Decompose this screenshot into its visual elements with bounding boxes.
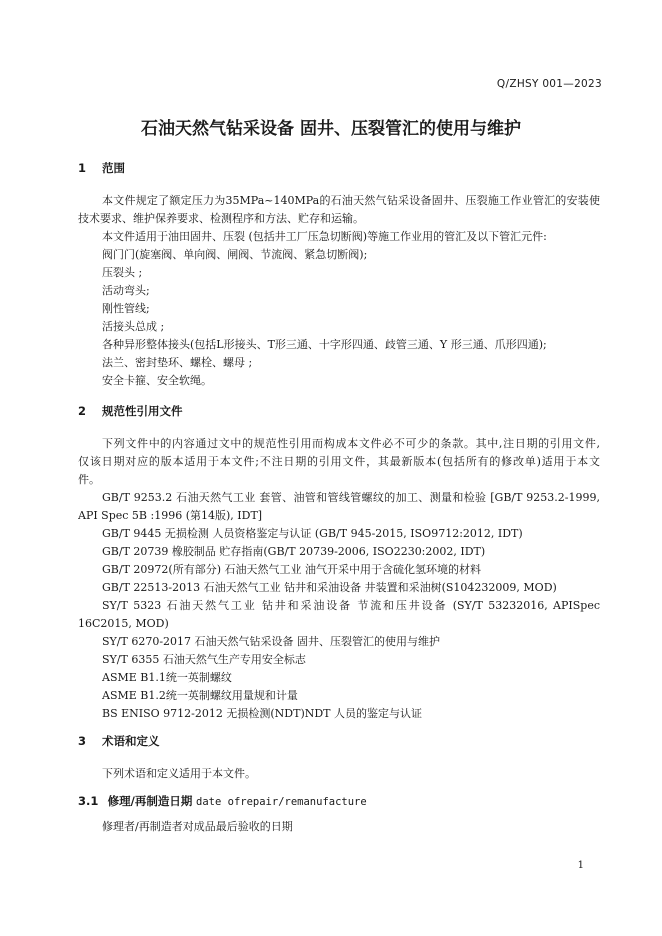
section-2-body — [78, 435, 600, 723]
section-3-heading — [78, 733, 160, 749]
paragraph-line: 下列文件中的内容通过文中的规范性引用而构成本文件必不可少的条款。其中,注日期的引用文件, — [102, 437, 600, 450]
paragraph-line: 技术要求、维护保养要求、检测程序和方法、贮存和运输。 — [78, 212, 364, 225]
reference-item: SY/T 6355 石油天然气生产专用安全标志 — [102, 653, 306, 666]
reference-item: GB/T 20972(所有部分) 石油天然气工业 油气开采中用于含硫化氢环境的材料 — [102, 563, 481, 576]
reference-item: GB/T 9445 无损检测 人员资格鉴定与认证 (GB/T 945-2015, ISO9712:2012, IDT) — [102, 527, 523, 540]
subsection-3-1-body — [78, 818, 600, 836]
reference-item: GB/T 9253.2 石油天然气工业 套管、油管和管线管螺纹的加工、测量和检验 [GB/T 9253.2-1999, — [102, 491, 600, 504]
section-1-body — [78, 192, 600, 390]
section-title: 术语和定义 — [102, 734, 160, 748]
section-2-heading — [78, 403, 183, 419]
section-number: 1 — [78, 161, 87, 175]
section-title: 范围 — [102, 161, 126, 175]
reference-item: ASME B1.1统一英制螺纹 — [102, 671, 232, 684]
list-item: 各种异形整体接头(包括L形接头、T形三通、十字形四通、歧管三通、Y 形三通、爪形四通); — [102, 338, 547, 351]
term-zh: 修理/再制造日期 — [107, 794, 193, 808]
list-item: 活动弯头; — [102, 284, 150, 297]
document-code: Q/ZHSY 001—2023 — [496, 78, 602, 90]
section-number: 2 — [78, 404, 87, 418]
paragraph-line: 下列术语和定义适用于本文件。 — [102, 767, 256, 780]
subsection-3-1-heading — [78, 793, 367, 809]
reference-item-continued: API Spec 5B :1996 (第14版), IDT] — [78, 509, 263, 522]
paragraph-line: 本文件适用于油田固井、压裂 (包括井工厂压急切断阀)等施工作业用的管汇及以下管汇元件: — [102, 230, 547, 243]
section-3-body — [78, 765, 600, 783]
list-item: 法兰、密封垫环、螺栓、螺母 ; — [102, 356, 253, 369]
reference-item-continued: 16C2015, MOD) — [78, 617, 169, 630]
paragraph-line: 仅该日期对应的版本适用于本文件;不注日期的引用文件，其最新版本(包括所有的修改单)适用于本文 — [78, 455, 600, 468]
document-title: 石油天然气钻采设备 固井、压裂管汇的使用与维护 — [141, 119, 521, 139]
section-title: 规范性引用文件 — [102, 404, 183, 418]
reference-item: GB/T 22513-2013 石油天然气工业 钻井和采油设备 井装置和采油树(S104232009, MOD) — [102, 581, 557, 594]
reference-item: SY/T 5323 石油天然气工业 钻井和采油设备 节流和压井设备 (SY/T 53232016, APISpec — [102, 599, 600, 612]
definition-text: 修理者/再制造者对成品最后验收的日期 — [102, 820, 293, 833]
section-number: 3 — [78, 734, 87, 748]
page-number: 1 — [577, 860, 584, 871]
paragraph-line: 件。 — [78, 473, 100, 486]
reference-item: BS ENISO 9712-2012 无损检测(NDT)NDT 人员的鉴定与认证 — [102, 707, 423, 720]
list-item: 活接头总成 ; — [102, 320, 165, 333]
list-item: 压裂头 ; — [102, 266, 143, 279]
term-en: date ofrepair/remanufacture — [196, 796, 367, 808]
list-item: 安全卡箍、安全软绳。 — [102, 374, 212, 387]
list-item: 刚性管线; — [102, 302, 150, 315]
paragraph-line: 本文件规定了额定压力为35MPa~140MPa的石油天然气钻采设备固井、压裂施工作业管汇的安装使 — [102, 194, 600, 207]
list-item: 阀门门(旋塞阀、单向阀、闸阀、节流阀、紧急切断阀); — [102, 248, 368, 261]
reference-item: ASME B1.2统一英制螺纹用量规和计量 — [102, 689, 298, 702]
subsection-number: 3.1 — [78, 794, 99, 808]
section-1-heading — [78, 160, 125, 176]
reference-item: SY/T 6270-2017 石油天然气钻采设备 固井、压裂管汇的使用与维护 — [102, 635, 441, 648]
reference-item: GB/T 20739 橡胶制品 贮存指南(GB/T 20739-2006, ISO2230:2002, IDT) — [102, 545, 486, 558]
